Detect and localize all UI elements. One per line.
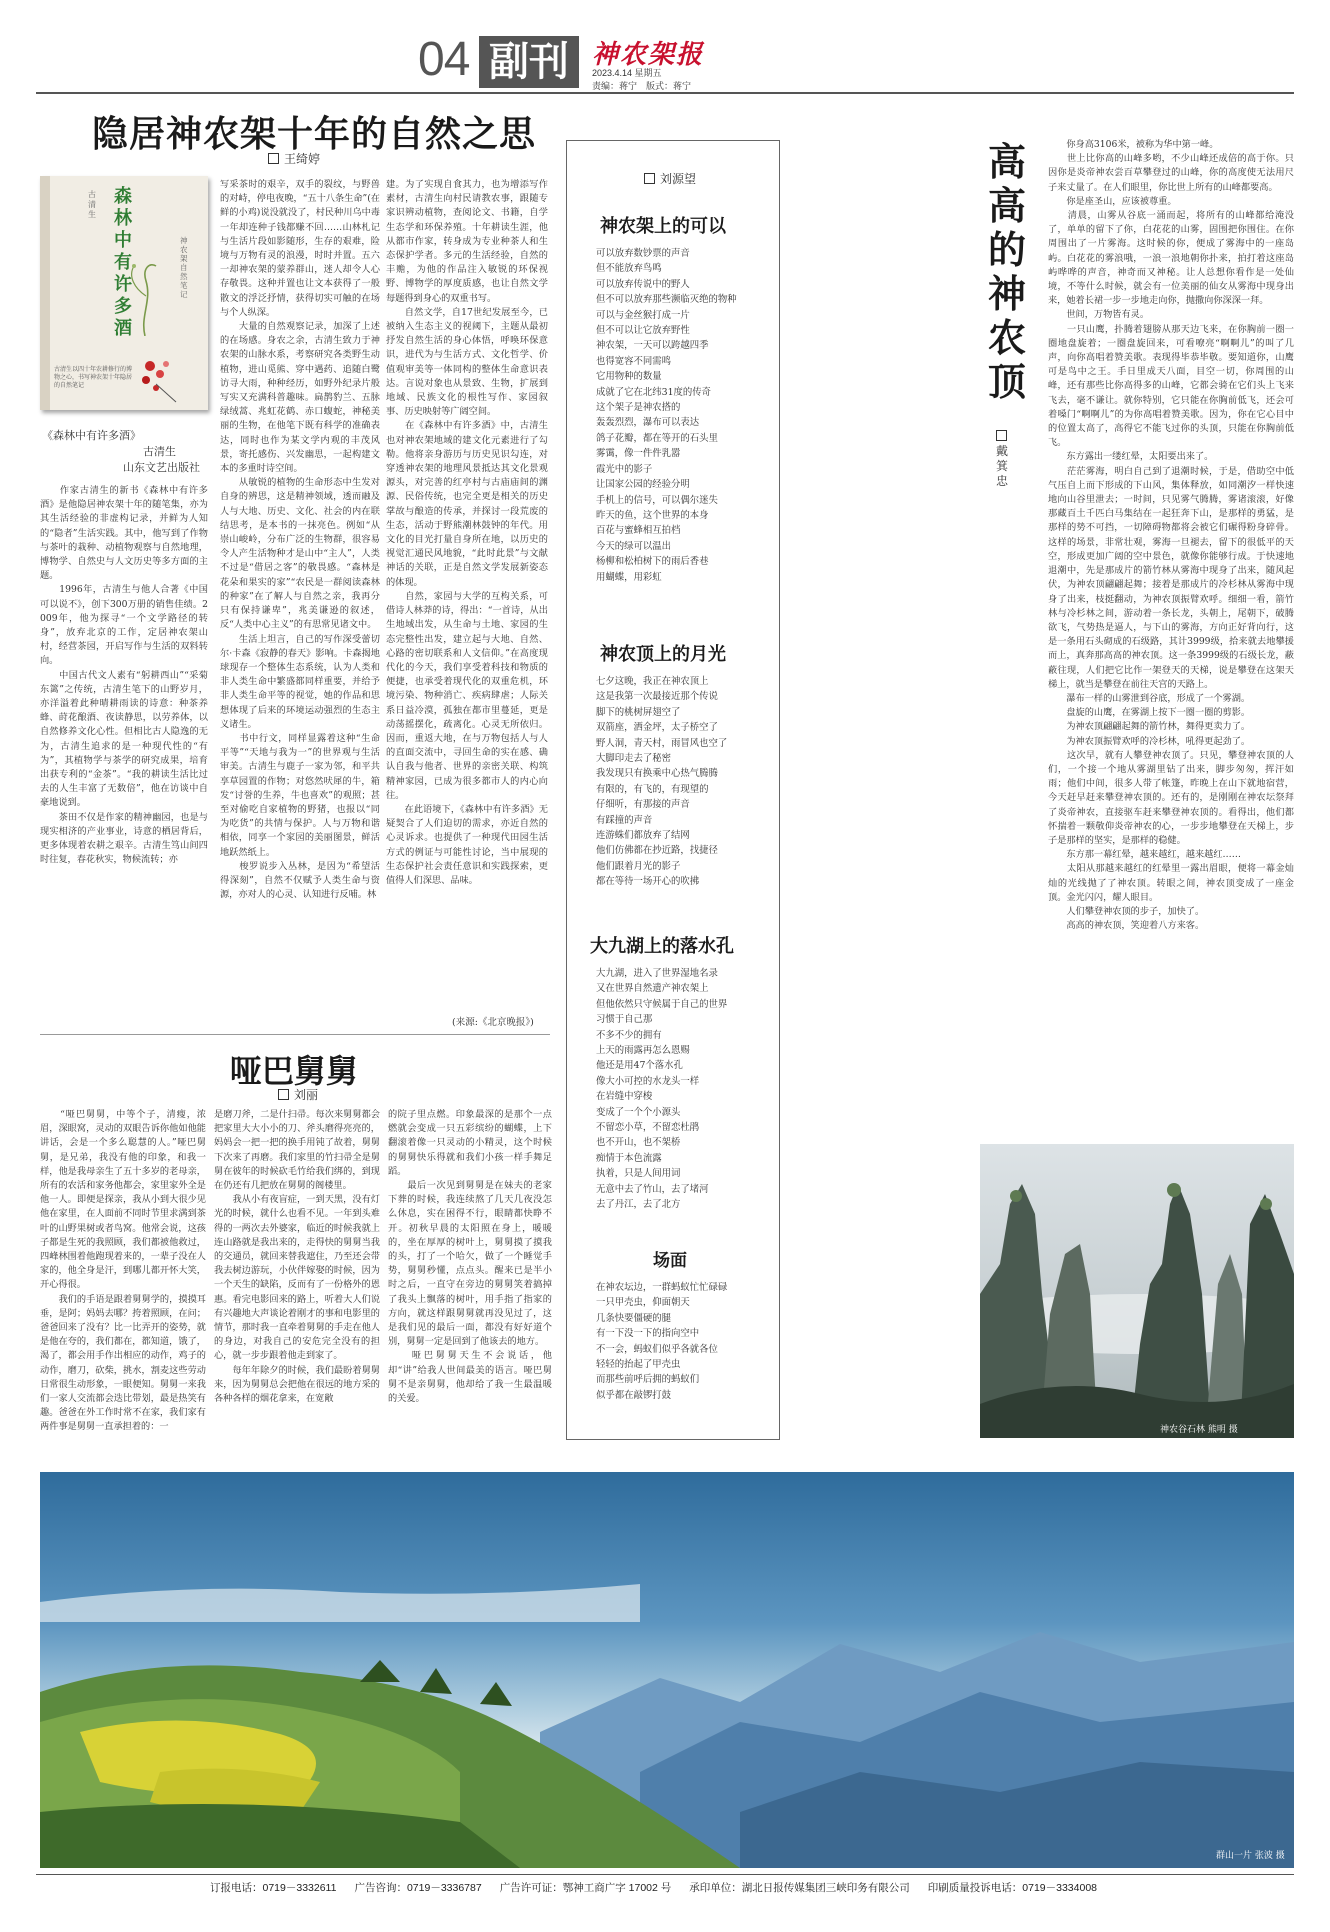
poem-line: 无意中去了竹山，去了堵河 bbox=[596, 1183, 709, 1195]
issue-date: 2023.4.14 星期五 bbox=[592, 68, 662, 78]
footer bbox=[210, 1880, 1294, 1895]
poem-line: 让国家公园的经验分明 bbox=[596, 479, 690, 491]
article-body-col2: 是磨刀斧，二是什扫帚。每次来舅舅都会把家里大大小小的刀、斧头磨得亮亮的，妈妈会一把一把的换手用钝了故着，舅舅下次来了再磨。我们家里的竹扫帚全是舅舅在彼年的时候砍毛竹给我们绑的，到现在仍还有几把放在舅舅的阁楼里。 我从小有夜盲症，一到天黑，没有灯光的时候，就什么也看不见。一年到头难得的一两次去外婆家，临近的时候我就上连山路就是我出来的，走得快的舅舅当我的交通员，就回来替我遮住，乃至还会带我去树边游玩，小伙伴嫁娶的时候，因为一个天生的缺陷，反而有了一份格外的恩惠。看完电影回来的路上，听着大人们说有兴趣地大声谈论着刚才的事和电影里的情节，那时我一直牵着舅舅的手走在他人的身边，对我自己的安危完全没有的担心，就一步步跟着他走到家了。 每年年除夕的时候，我们最盼着舅舅来，因为舅舅总会把他在很远的地方采的各种各样的烟花拿来，在宽敞 bbox=[214, 1109, 380, 1405]
book-cover-title: 森林中有许多酒 bbox=[114, 186, 132, 339]
book-cover-author: 古清生 bbox=[88, 190, 96, 219]
poem-line: 似乎都在敲锣打鼓 bbox=[596, 1389, 672, 1401]
poem-line: 习惯于自己那 bbox=[596, 1014, 653, 1026]
poem-title: 场面 bbox=[653, 1251, 687, 1271]
poem-line: 连游蛛们都放弃了结网 bbox=[596, 830, 690, 842]
poem-line: 霞光中的影子 bbox=[596, 463, 653, 475]
poem-line: 几条快要僵硬的腿 bbox=[596, 1312, 672, 1324]
section-badge: 副刊 bbox=[479, 36, 579, 88]
poem-line: 轰轰烈烈，瀑布可以表达 bbox=[596, 417, 700, 429]
poem-line: 轻轻的抬起了甲壳虫 bbox=[596, 1359, 681, 1371]
poem-line: 有限的，有飞的，有现望的 bbox=[596, 783, 709, 795]
footer-subscription: 订报电话：0719－3332611 bbox=[210, 1882, 337, 1894]
poem-line: 杨柳和松柏树下的雨后香巷 bbox=[596, 556, 709, 568]
article-body-col3: 建。为了实现自食其力，也为增添写作素材，古清生向村民请教农事，跟随专家识辨动植物，查阅论文、书籍，自学生态学和环保养殖。十年耕读生涯，他从都市作家，转身成为专业种茶人和生态保护学者。多元的生活经验，自然的丰赡，为他的作品注入敏锐的环保视野、博物学的厚度质感，也让自然文学每题得到身心的双重书写。 自然文学，自17世纪发展至今，已被纳入生态主义的视阈下，主题从最初抒发自然生活的身心体悟，呼唤环保意识，进代为与生活方式、文化哲学、价值观审美等一体同构的整体生命意识表达。言说对象也从景致、生物，扩展到地域、民族文化的根性写作、家园叙事、历史映射等广阔空间。 在《森林中有许多酒》中，古清生也对神农架地域的建文化元素进行了勾勒。他将亲身游历与历史见识勾连，对穿透神农架的地理风景抵达其文化景观源头，对完善的红亭村与古庙庙间的渊源、民俗传统，也完全更是相关的历史掌故与酿造的传承，并探讨一段荒废的生态，活动于野熊潮林鼓钟的年代。用文化的目光打量自身所在地，以历史的视觉汇通民风地貌，“此时此景”与文献神话的关联，正是自然文学发展新姿态的体现。 自然，家园与大学的互构关系，可借诗人林莽的诗，得出：“一首诗，从出生地域出发，从生命与土地、家园的生态完整性出发，建立起与大地、自然、心路的密切联系和人文信仰。”在高度现代化的今天，我们享受着科技和物质的便捷，也承受着现代化的双重危机，环境污染、物种消亡、疾病肆虐；人际关系日益冷漠，孤独在都市里蔓延，更是动荡摇摆化，疏离化。心灵无所依归。因而，重返大地，在与万物包括人与人的直面交流中，寻回生命的实在感、确认自我与他者、世界的亲密关联、构筑精神家园，已成为很多都市人的内心向往。 在此语境下，《森林中有许多酒》无疑契合了人们迫切的需求，亦近自然的心灵诉求。也提供了一种现代田园生活方式的例证与可能性讨论，当中展现的生态保护社会责任意识和实践探索，更值得人们深思、品味。 bbox=[386, 179, 548, 886]
poem-line: 神农架，一天可以跨越四季 bbox=[596, 340, 709, 352]
mountain-panorama-illustration bbox=[40, 1472, 1294, 1868]
poem-line: 可以放弃数钞票的声音 bbox=[596, 248, 690, 259]
poem-body bbox=[596, 966, 774, 1222]
poem-line: 他还是用47个落水孔 bbox=[596, 1060, 683, 1072]
poem-line: 痴情于本色流露 bbox=[596, 1152, 662, 1164]
poem-line: 去了丹江，去了北方 bbox=[596, 1199, 681, 1211]
book-cover-subtitle: 神农架自然笔记 bbox=[180, 236, 188, 299]
poem-line: 用蝴蝶，用彩虹 bbox=[596, 571, 662, 583]
poem-line: 它用物种的数量 bbox=[596, 371, 662, 383]
article-body: 你身高3106米，被称为华中第一峰。 世上比你高的山峰多哟，不少山峰还成倍的高于你。只因你是炎帝神农尝百草攀登过的山峰，你的高度使无法用尺子来丈量了。在人们眼里，你比世上所有的山峰都要高。 你是座圣山，应该被尊重。 清晨，山雾从谷底一涌而起，将所有的山峰都给淹没了，单单的留下了你，白花花的山雾，固围把你围住。在你周围出了一片雾海。这时候的你，便成了雾海中的一座岛屿。白花花的雾浪哦，一浪一浪地朝你扑来，拍打着这座岛屿哗哗的声音，神奇而又神秘。让人总想你看作是一处仙境，不等什么时候，就会有一位美丽的仙女从雾海中现身出来，她着长裙一步一步地走向你，抛撒向你深深一拜。 世间，万物皆有灵。 一只山鹰，扑腾着翅膀从那天边飞来，在你胸前一圈一圈地盘旋着；一圈盘旋回来，可看嘹亮“啊啊儿”的叫了几声，向你高唱着赞美歌。表现得毕恭毕敬。要知道你，山鹰可是鸟中之王。手日里成天八面，目空一切，你周围的山峰，还有那些比你高得多的山峰，它都会骑在它们头上飞来飞去，毫不谦让。就你特别，它只能在你胸前低飞，还会可着嗓门“啊啊儿”的为你高唱着赞美歌。因为，你在它心目中的位置太高了，高得它不能飞过你的头顶，只能在你胸前低飞。 东方露出一缕红晕，太阳要出来了。 茫茫雾海，明白自己到了退潮时候，于是，借助空中低气压自上而下形成的下山风，集体释放，如同潮汐一样快速地向山谷里泄去；一时间，只见雾气腾腾，雾诸滚滚，好像那藏百土千匹白马集结在一起狂奔下山，是那样的勇猛，是那样的势不可挡，一切障碍物都将会被它们碾得粉身碎骨。这样的场景，非常壮观，雾海一旦褪去，留下的很低平的天空，形成更加广阔的空中景色，就像你能够行成。于快速地退潮中，先是那成片的箭竹林从雾海中现身了出来，随风起伏，为神农顶翩翩起舞；接着是那成片的冷杉林从雾海中现身了出来，枝挺翻动，为神农顶振臂欢呼。细细一看，箭竹林与冷杉林之间，游动着一条长龙，头朝上，尾朝下，破腾欲飞，气势热是逼人，与下山的雾海，方向正好背向行，这是一条用石头砌成的石级路，其计3999级，拾来就去地攀援而上，真奔那高高的神农顶。这一条3999级的石级长龙，蔽蔽往现，人们把它比作一架登天的天梯，说是攀登在这架天梯上，就当是攀登在前往天宫的天路上。 瀑布一样的山雾泄到谷底，形成了一个雾湖。 盘旋的山鹰，在雾湖上按下一圈一圈的剪影。 为神农顶翩翩起舞的箭竹林，舞得更卖力了。 为神农顶振臂欢呼的冷杉林，吼得更起劲了。 这次早，就有人攀登神农顶了。只见，攀登神农顶的人们，一个接一个地从雾湖里钻了出来，脚步匆匆，挥汗如雨；他们中间，很多人带了帐篷，昨晚上在山下就地宿营，今天赶早赶来攀登神农顶的。还有的，是刚刚在神农坛祭拜了炎帝神农，直接驱车赶来攀登神农顶的。看得出，他们都怀揣着一颗敬仰炎帝神农的心，一步步地攀登在天梯上，步子是那样的坚实，是那样的稳健。 东方那一幕红晕，越来越红，越来越红…… 太阳从那越来越红的红晕里一露出眉眼，便将一幕金灿灿的光线抛了了神农顶。转眼之间，神农顶变成了一座金顶。金光闪闪，耀人眼目。 人们攀登神农顶的步子，加快了。 高高的神农顶，笑迎着八方来客。 bbox=[1048, 139, 1294, 932]
poem-line: 野人洞，青天村，雨冒风也空了 bbox=[596, 737, 728, 749]
editors: 责编：蒋宁 版式：蒋宁 bbox=[592, 81, 692, 91]
poem-line: 脚下的桃树屏翅空了 bbox=[596, 706, 681, 718]
article-byline bbox=[996, 430, 1010, 489]
poem-line: 大九湖，进入了世界湿地名录 bbox=[596, 968, 718, 979]
poem-line: 在岩缝中穿梭 bbox=[596, 1091, 653, 1103]
poem-line: 仔细听，有那接的声音 bbox=[596, 799, 690, 811]
poem-line: 可以放弃传说中的野人 bbox=[596, 278, 690, 290]
poem-line: 这是我第一次最接近那个传说 bbox=[596, 691, 718, 703]
poem-line: 鸽子花瓣，都在等开的石头里 bbox=[596, 432, 718, 444]
author-name: 刘源望 bbox=[660, 172, 697, 186]
book-caption-publisher: 山东文艺出版社 bbox=[123, 461, 200, 474]
poem-line: 有一下没一下的指向空中 bbox=[596, 1328, 700, 1340]
author-name: 戴箕忠 bbox=[996, 444, 1009, 488]
photo-caption: 群山一片 张波 摄 bbox=[1216, 1851, 1285, 1861]
footer-complaint: 印刷质量投诉电话：0719－3334008 bbox=[927, 1882, 1098, 1894]
stone-forest-illustration bbox=[980, 1144, 1294, 1438]
poems-byline bbox=[644, 170, 696, 187]
plant-illustration bbox=[110, 256, 180, 336]
book-caption-author: 古清生 bbox=[143, 445, 176, 458]
poem-title: 神农架上的可以 bbox=[600, 216, 726, 237]
poem-body bbox=[596, 246, 774, 606]
footer-ad-inquiry: 广告咨询：0719－3336787 bbox=[354, 1882, 482, 1894]
poem-line: 但不可以让它放弃野性 bbox=[596, 325, 690, 337]
poem-line: 成就了它在北纬31度的传奇 bbox=[596, 386, 712, 398]
article-body-col2: 写采茶时的艰辛，双手的裂纹，与野兽的对峙，停电夜晚，“五十八条生命”(在鲜的小鸡)说没就没了，村民种川乌中毒一年却连种子钱都赚不回……山林札记与生活片段如影随形，生存的艰难，险境与万物有灵的浪漫，时时并置。五六一却神农架的蒙养群山，迷人却令人心存敬畏。这种并置也让文本获得了一般散文的浮泛抒情，获得切实可触的在场与个人纵深。 大量的自然观察记录，加深了上述的在场感。身农之余，古清生致力于神农架的山脉水系，考察研究各类野生动植物，进山觅熊、穿中遇药、追随白鹭访寻大雨，种种经历，如野外纪录片般写实又充满科普趣味。扁鹊豹兰、五脉绿绒蒿、兆虹花鹤、赤口蝮蛇，神秘美丽的生物，在他笔下既有科学的准确表达，同时也作为某文学内观的丰茂风景，寄托感伤、兴发幽思，一起构建文本的多重时诗空间。 从敏锐的植物的生命形态中生发对自身的辨思，这是精神领域，透而融及人与大地、历史、文化、社会的内在联结思考，是本书的一抹亮色。例如“从崇山峻岭，分布广泛的生物群，很容易令人产生活物种才是山中“主人”，人类不过是“借居之客”的敬畏感。“森林是花朵和果实的家”“农民是一群阅读森林的种家”在了解人与自然之亲，我再分只有保持谦卑”，兆美谦逊的叙述，反“人类中心主义”的有思常见诸文中。 生活上坦言，自己的写作深受蕾切尔·卡森《寂静的春天》影响。卡森揭地球现存一个整体生态系统，认为人类和非人类生命中繁盛都同样重要，并给予非人类生命平等的视觉，她的作品和思想体现了后来的环境运动强烈的生态主义诸生。 书中行文，同样显露着这种“生命平等”“天地与我为一”的世界观与生活审美。古清生与鹿子一家为邻，和平共享草园置的作物；对悠然吠犀的牛，箱发“讨誉的生养，牛也喜欢”的观照；甚至对偷吃自家植物的野猪，也报以“同为吃货”的共情与保护。人与万物和谐相依，同享一个家园的美丽图景，鲜活地跃然纸上。 梭罗说步入丛林，是因为“希望活得深刻”，自然不仅赋予人类生命与资源，亦对人的心灵、认知进行反哺。林 bbox=[220, 179, 380, 901]
poem-line: 也得宽容不同需鸣 bbox=[596, 355, 672, 367]
poem-line: 有踩撞的声音 bbox=[596, 814, 653, 826]
poem-line: 七夕这晚，我正在神农顶上 bbox=[596, 676, 709, 687]
poem-line: 大脚印走去了秘密 bbox=[596, 753, 672, 765]
poem-title: 大九湖上的落水孔 bbox=[590, 936, 734, 957]
article-body-col1: 作家古清生的新书《森林中有许多酒》是他隐居神农架十年的随笔集，亦为其生活经验的非虚构记录，并鲜为人知的“隐者”生活实践。其中，他写到了作物与茶叶的栽种、动植物观察与自然地理，博物学、自然史与人文历史等多方面的主题。 1996年，古清生与他人合著《中国可以说不》，创下300万册的销售佳绩。2009年，他为探寻“一个文学路径的转身”，放弃北京的工作，定居神农架山村，经营茶园，开启写作与生活的双料转向。 中国古代文人素有“躬耕西山”“采菊东篱”之传统，古清生笔下的山野岁月，亦洋溢着此种晴耕雨读的诗意：种茶养蜂、莳花酿酒、夜读静思，以劳养体，以自然修养文化心性。但相比古人隐逸的无为，古清生追求的是一种现代性的“有为”，其植物学与茶学的研究成果，培育出获专利的“金茶”。“我的耕读生活比过去的人生丰富了无数倍”，他在访谈中自豪地说到。 茶田不仅是作家的精神幽园，也是与现实相济的产业事业，诗意的栖居背后，更多体现着农耕之艰辛。古清生笃山间四时往复，春花秋实，物候流转；亦 bbox=[40, 485, 208, 866]
article-source: (来源:《北京晚报》) bbox=[452, 1017, 534, 1028]
article-title: 哑巴舅舅 bbox=[230, 1052, 359, 1090]
footer-ad-license: 广告许可证：鄂神工商广字 17002 号 bbox=[499, 1882, 672, 1894]
poem-line: 变成了一个个小源头 bbox=[596, 1106, 681, 1118]
poem-line: 双箭座，洒金坪，太子桥空了 bbox=[596, 722, 718, 734]
poem-line: 他们仿佛都在抄近路，找捷径 bbox=[596, 845, 718, 857]
poem-line: 都在等待一场开心的吹拂 bbox=[596, 876, 700, 888]
poem-line: 手机上的信号，可以偶尔迷失 bbox=[596, 494, 718, 506]
article-byline bbox=[278, 1086, 318, 1103]
poem-line: 在神农坛边，一群蚂蚁忙忙碌碌 bbox=[596, 1282, 728, 1293]
poem-title: 神农顶上的月光 bbox=[600, 644, 726, 665]
footer-printer: 承印单位：湖北日报传媒集团三峡印务有限公司 bbox=[689, 1882, 910, 1894]
poem-line: 一只甲壳虫，仰面朝天 bbox=[596, 1297, 690, 1309]
poem-line: 昨天的鱼，这个世界的本身 bbox=[596, 509, 709, 521]
panorama-photo bbox=[40, 1472, 1294, 1868]
poem-line: 上天的雨露再怎么恩赐 bbox=[596, 1045, 690, 1057]
author-name: 刘丽 bbox=[294, 1088, 319, 1102]
poem-line: 又在世界自然遗产神农架上 bbox=[596, 983, 709, 995]
poem-line: 也不开山，也不架桥 bbox=[596, 1137, 681, 1149]
article-byline bbox=[268, 150, 320, 167]
footer-rule bbox=[36, 1874, 1294, 1875]
poem-line: 不留恋小草，不留恋杜鹃 bbox=[596, 1122, 700, 1134]
poem-line: 可以与金丝猴打成一片 bbox=[596, 309, 690, 321]
divider bbox=[40, 1034, 550, 1035]
poem-line: 但他依然只守候属于自己的世界 bbox=[596, 998, 728, 1010]
poem-line: 而那些前呼后拥的蚂蚁们 bbox=[596, 1374, 700, 1386]
photo-caption: 神农谷石林 熊明 摄 bbox=[1160, 1425, 1238, 1435]
author-name: 王绮婷 bbox=[284, 152, 321, 166]
poem-line: 这个架子是神农搭的 bbox=[596, 402, 681, 414]
poem-line: 百花与蜜蜂相互拍档 bbox=[596, 525, 681, 537]
poem-line: 不一会，蚂蚁们似乎各就各位 bbox=[596, 1343, 718, 1355]
flower-illustration bbox=[136, 354, 196, 404]
poem-line: 不多不少的拥有 bbox=[596, 1029, 662, 1041]
poem-line: 执着，只是人间用词 bbox=[596, 1168, 681, 1180]
poem-line: 像大小可控的水龙头一样 bbox=[596, 1075, 700, 1087]
poem-line: 他们跟着月光的影子 bbox=[596, 860, 681, 872]
book-cover-blurb: 古清生以四十年农耕修行的博物之心，书写神农架十年隐居的自然笔记 bbox=[54, 366, 133, 389]
poem-line: 今天的绿可以温出 bbox=[596, 540, 672, 552]
poem-line: 我发现只有换乘中心热气腾腾 bbox=[596, 768, 718, 780]
book-caption bbox=[40, 428, 206, 476]
paper-logo: 神农架报 bbox=[592, 40, 705, 70]
mountain-photo bbox=[980, 1144, 1294, 1438]
page-number: 04 bbox=[418, 33, 470, 86]
poem-line: 但不可以放弃那些濒临灭绝的物种 bbox=[596, 294, 737, 306]
book-cover bbox=[40, 176, 208, 410]
article-title: 隐居神农架十年的自然之思 bbox=[92, 113, 537, 155]
book-caption-title: 《森林中有许多酒》 bbox=[42, 429, 141, 442]
poem-line: 但不能放弃鸟鸣 bbox=[596, 263, 662, 275]
header-rule bbox=[36, 92, 1294, 94]
article-body-col1: “哑巴舅舅，中等个子，清瘦，浓眉，深眼窝，灵动的双眼告诉你他如他能讲话，会是一个多么聪慧的人。”哑巴舅舅，是兄弟，我没有他的印象，和我一样，他是我母亲生了五十多岁的老母亲，所有的农活和家务他都会，家里家外全是他一人。即便是探亲，我从小到大很少见他在家里，在人面前不同时节里求满到茶叶的山野果树或者鸟窝。他常会说，这孩子都是生死的我照顾，我们都被他救过，四峰林围着他跑现着来的，一辈子没在人家的，他全身是汗，到哪儿都开怀大笑，开心得很。 我们的手语是跟着舅舅学的，摸摸耳垂，是阿；妈妈去哪？挎着照顾，在问；爸爸回来了没有？比一比弄开的姿势，就是他在夸的，我们都在，都知道，饿了，渴了，都会用手作出相应的动作，鸡子的动作，磨刀，砍柴，挑水，割麦这些劳动日常很生动形象，一眼便知。舅舅一来我们一家人交流都会迭比带划，最是热笑有趣。爸爸在外工作时常不在家，我们家有两件事是舅舅一直承担着的：一 bbox=[40, 1109, 206, 1433]
poem-line: 雾霭，像一件件乳嚣 bbox=[596, 448, 681, 460]
article-body-col3: 的院子里点燃。印象最深的是那个一点燃就会变成一只五彩缤纷的蝴蝶，上下翻滚着像一只灵动的小精灵，这个时候的舅舅快乐得就和我们小孩一样手舞足蹈。 最后一次见到舅舅是在妹夫的老家下葬的时候，我连续熬了几天几夜没怎么休息，实在困得不行，眼睛都快睁不开。初秋早晨的太阳照在身上，暖暖的，坐在厚厚的树叶上，舅舅摸了摸我的头，打了一个哈欠，做了一个睡觉手势，舅舅秒懂，点点头。醒来已是半小时之后，一直守在旁边的舅舅笑着搞掉了我头上飘落的树叶，用手指了指家的方向，就这样跟舅舅就再没见过了，这是我们见的最后一面，都没有好好道个别，舅舅一定是回到了他该去的地方。 哑巴舅舅天生不会说话，他却“讲”给我人世间最美的语言。哑巴舅舅不是亲舅舅，他却给了我一生最温暖的关爱。 bbox=[388, 1109, 552, 1405]
poem-body bbox=[596, 1280, 774, 1410]
article-title: 高高的神农顶 bbox=[987, 139, 1026, 404]
poem-body bbox=[596, 674, 774, 900]
